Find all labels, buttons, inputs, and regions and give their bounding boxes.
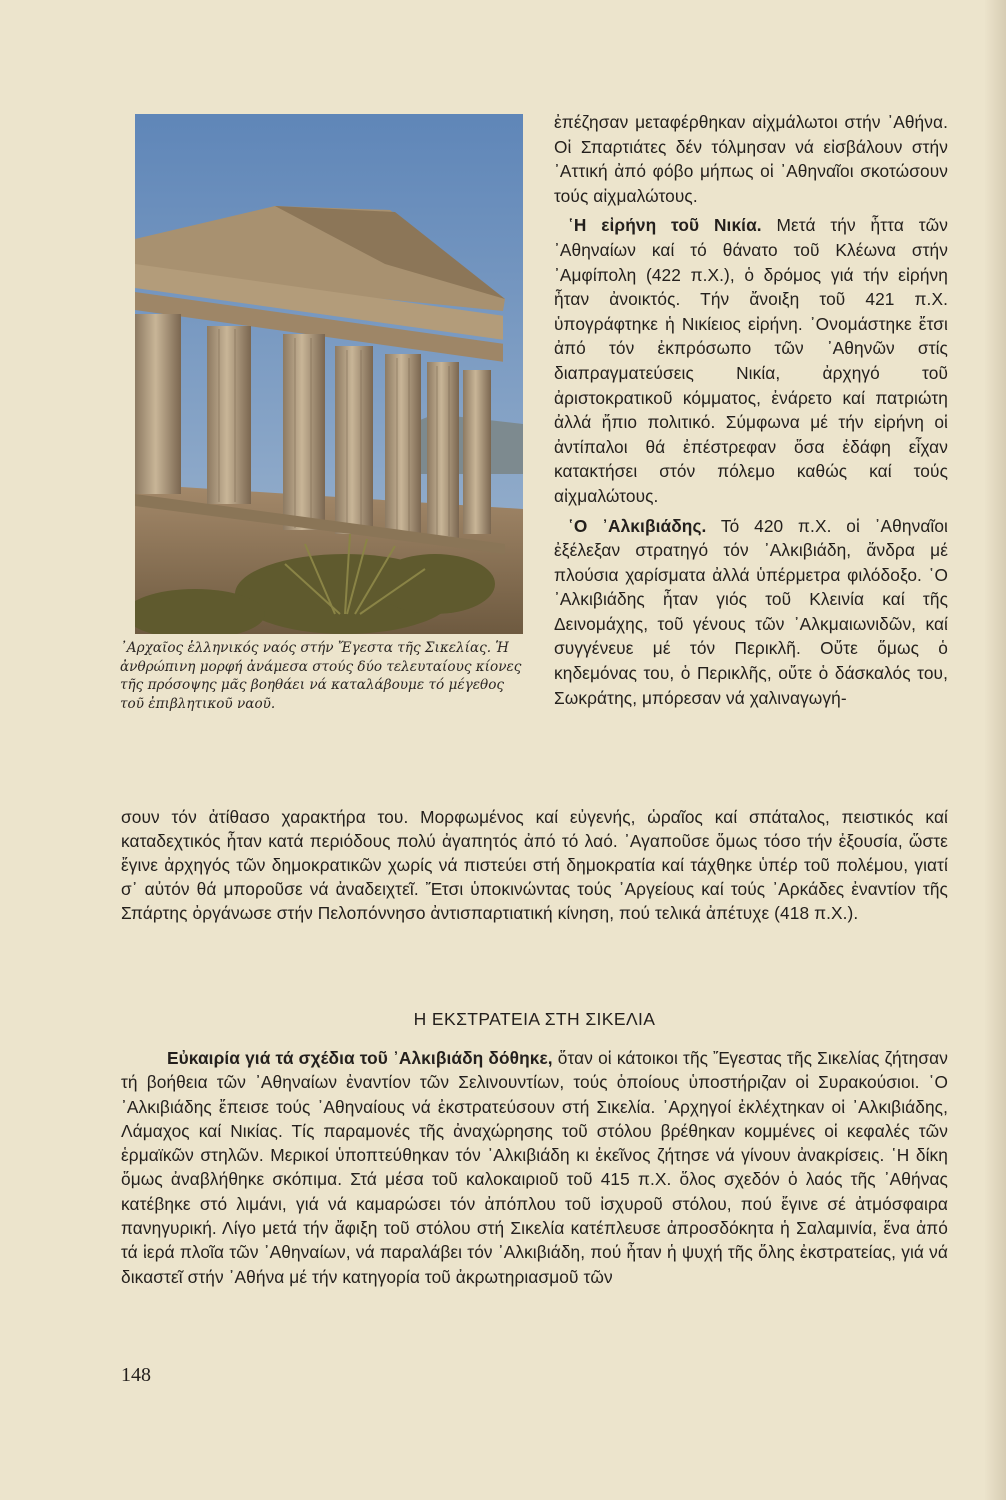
subheading-alcibiades: ῾Ο ᾿Αλκιβιάδης. <box>568 515 707 536</box>
section-heading: Η ΕΚΣΤΡΑΤΕΙΑ ΣΤΗ ΣΙΚΕΛΙΑ <box>413 1009 656 1029</box>
photo-caption: ᾿Αρχαῖος ἑλληνικός ναός στήν Ἔγεστα τῆς Σικελίας. Ἡ ἀνθρώπινη μορφή ἀνάμεσα στούς δύο τελευταίους κίονες τῆς πρόσοψης μᾶς βοηθάει νά καταλάβουμε τό μέγεθος τοῦ ἐπιβλητικοῦ ναοῦ. <box>120 640 522 712</box>
paragraph-alcibiades <box>554 514 948 711</box>
subheading-peace-of-nicias: ῾Η εἰρήνη τοῦ Νικία. <box>568 215 762 236</box>
text-alcibiades: Τό 420 π.Χ. οἱ ᾿Αθηναῖοι ἐξέλεξαν στρατηγό τόν ᾿Αλκιβιάδη, ἄνδρα μέ πλούσια χαρίσματα ἀλλά ὑπέρμετρα φιλόδοξο. ῾Ο ᾿Αλκιβιάδης ἦταν γιός τοῦ Κλεινία καί τῆς Δεινομάχης, τοῦ γένους τῶν ᾿Αλκμαιωνιδῶν, καί συγγένευε μέ τόν Περικλῆ. Οὔτε ὅμως ὁ κηδεμόνας του, ὁ Περικλῆς, οὔτε ὁ δάσκαλός του, Σωκράτης, μπόρεσαν νά χαλιναγωγή- <box>554 515 948 708</box>
temple-photo <box>135 114 523 634</box>
full-width-paragraph <box>121 806 948 926</box>
section-body-text: ὅταν οἱ κάτοικοι τῆς Ἔγεστας τῆς Σικελίας ζήτησαν τή βοήθεια τῶν ᾿Αθηναίων ἐναντίον τῶν Σελινουντίων, τούς ὁποίους ὑποστήριζαν οἱ Συρακούσιοι. ῾Ο ᾿Αλκιβιάδης ἔπεισε τούς ᾿Αθηναίους νά ἐκστρατεύσουν στή Σικελία. ᾿Αρχηγοί ἐκλέχτηκαν οἱ ᾿Αλκιβιάδης, Λάμαχος καί Νικίας. Τίς παραμονές τῆς ἀναχώρησης τοῦ στόλου βρέθηκαν κομμένες οἱ κεφαλές τῶν ἑρμαϊκῶν στηλῶν. Μερικοί ὑποπτεύθηκαν τόν ᾿Αλκιβιάδη κι ἐκεῖνος ζήτησε νά γίνουν ἀνακρίσεις. ῾Η δίκη ὅμως ἀναβλήθηκε σκόπιμα. Στά μέσα τοῦ καλοκαιριοῦ τοῦ 415 π.Χ. ὅλος σχεδόν ὁ λαός τῆς ᾿Αθήνας κατέβηκε στό λιμάνι, γιά νά καμαρώσει τόν ἀπόπλου τοῦ ἰσχυροῦ στόλου, πού ἔγινε σέ ἀτμόσφαιρα πανηγυρική. Λίγο μετά τήν ἄφιξη τοῦ στόλου στή Σικελία κατέπλευσε ἀπροσδόκητα ἡ Σαλαμινία, ἕνα ἀπό τά ἱερά πλοῖα τῶν ᾿Αθηναίων, νά παραλάβει τόν ᾿Αλκιβιάδη, πού ἦταν ἡ ψυχή τῆς ὅλης ἐκστρατείας, γιά νά δικαστεῖ στήν ᾿Αθήνα μέ τήν κατηγορία τοῦ ἀκρωτηριασμοῦ τῶν <box>121 1048 948 1287</box>
paragraph-alcibiades-continued: σουν τόν ἀτίθασο χαρακτήρα του. Μορφωμένος καί εὐγενής, ὡραῖος καί σπάταλος, πειστικός καί καταδεχτικός ἦταν κατά περιόδους πολύ ἀγαπητός ἀπό τό λαό. ᾿Αγαποῦσε ὅμως τόσο τήν ἐξουσία, ὥστε ἔγινε ἀρχηγός τῶν δημοκρατικῶν χωρίς νά πιστεύει στή δημοκρατία καί τάχθηκε ὑπέρ τοῦ πολέμου, γιατί σ᾿ αὐτόν θά μποροῦσε νά ἀναδειχτεῖ. Ἔτσι ὑποκινώντας τούς ᾿Αργείους καί τούς ᾿Αρκάδες ἐναντίον τῆς Σπάρτης ὀργάνωσε στήν Πελοπόννησο ἀντισπαρτιατική κίνηση, πού τελικά ἀπέτυχε (418 π.Χ.). <box>121 807 948 923</box>
paragraph-captives: ἐπέζησαν μεταφέρθηκαν αἰχμάλωτοι στήν ᾿Αθήνα. Οἱ Σπαρτιάτες δέν τόλμησαν νά εἰσβάλουν στήν ᾿Αττική ἀπό φόβο μήπως οἱ ᾿Αθηναῖοι σκοτώσουν τούς αἰχμαλώτους. <box>554 112 948 206</box>
section-body <box>121 1046 948 1289</box>
text-peace-of-nicias: Μετά τήν ἧττα τῶν ᾿Αθηναίων καί τό θάνατο τοῦ Κλέωνα στήν ᾿Αμφίπολη (422 π.Χ.), ὁ δρόμος γιά τήν εἰρήνη ἦταν ἀνοικτός. Τήν ἄνοιξη τοῦ 421 π.Χ. ὑπογράφτηκε ἡ Νικίειος εἰρήνη. ᾿Ονομάστηκε ἔτσι ἀπό τόν ἐκπρόσωπο τῶν ᾿Αθηνῶν στίς διαπραγματεύσεις Νικία, ἀρχηγό τοῦ ἀριστοκρατικοῦ κόμματος, ἐνάρετο καί πατριώτη ἀλλά ἤπιο πολιτικό. Σύμφωνα μέ τήν εἰρήνη οἱ ἀντίπαλοι θά ἐπέστρεφαν ὅσα ἐδάφη εἶχαν κατακτήσει στόν πόλεμο καθώς καί τούς αἰχμαλώτους. <box>554 215 948 506</box>
right-column-text <box>554 110 948 710</box>
page-number: 148 <box>121 1364 151 1386</box>
paragraph-peace-of-nicias <box>554 213 948 508</box>
page-edge-shadow <box>984 0 1006 1500</box>
paragraph-sicilian-expedition <box>121 1046 948 1289</box>
section-lead-text: Εὐκαιρία γιά τά σχέδια τοῦ ᾿Αλκιβιάδη δόθηκε, <box>167 1048 553 1068</box>
